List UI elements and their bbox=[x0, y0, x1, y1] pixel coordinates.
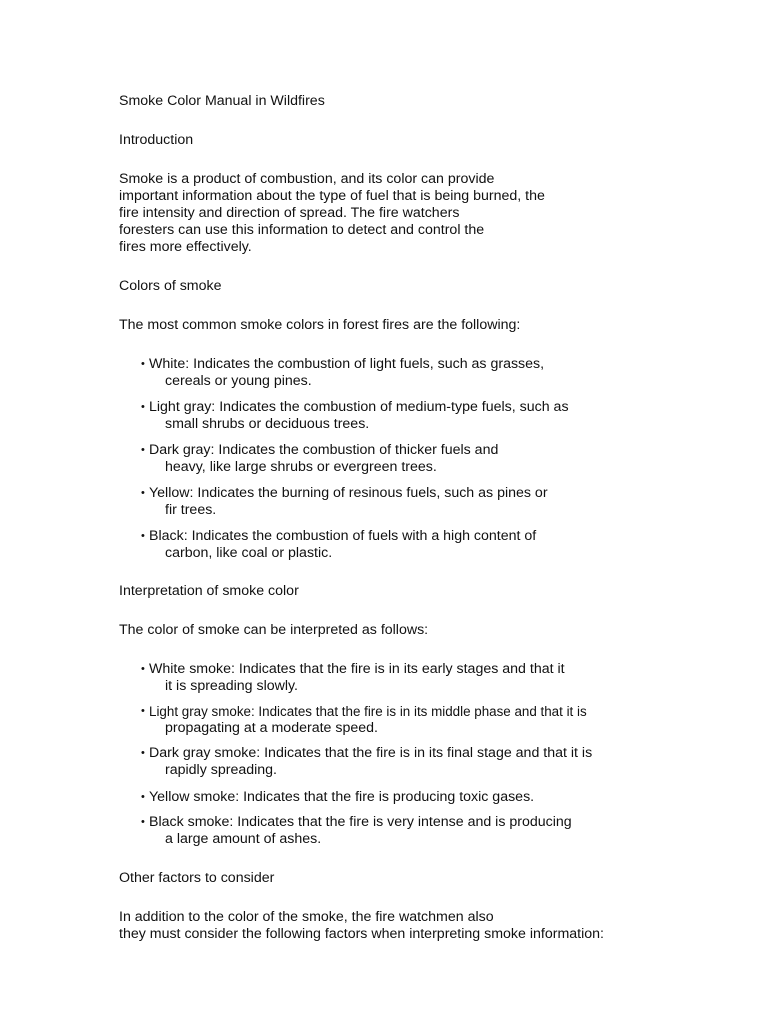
section-heading-introduction: Introduction bbox=[119, 132, 194, 148]
intro-paragraph bbox=[119, 171, 679, 256]
section-heading-colors: Colors of smoke bbox=[119, 278, 222, 294]
list-item-text: Black: Indicates the combustion of fuels with a high content of bbox=[149, 528, 537, 544]
list-item-text: Light gray smoke: Indicates that the fire is in its middle phase and that it is bbox=[149, 704, 587, 719]
list-item bbox=[119, 399, 679, 433]
bullet-icon: • bbox=[141, 530, 145, 542]
intro-line: fires more effectively. bbox=[119, 239, 252, 255]
list-item-text: fir trees. bbox=[165, 502, 217, 518]
list-item bbox=[119, 356, 679, 390]
spacer bbox=[119, 848, 679, 870]
other-paragraph bbox=[119, 909, 679, 943]
section-heading-interpretation: Interpretation of smoke color bbox=[119, 583, 299, 599]
bullet-icon: • bbox=[141, 444, 145, 456]
intro-line: important information about the type of fuel that is being burned, the bbox=[119, 188, 545, 204]
bullet-icon: • bbox=[141, 705, 145, 717]
intro-line: fire intensity and direction of spread. The fire watchers bbox=[119, 205, 460, 221]
list-item bbox=[119, 661, 679, 695]
intro-line: foresters can use this information to detect and control the bbox=[119, 222, 485, 238]
list-item-text: White: Indicates the combustion of light fuels, such as grasses, bbox=[149, 356, 545, 372]
list-item-text: propagating at a moderate speed. bbox=[165, 720, 378, 736]
list-item-text: carbon, like coal or plastic. bbox=[165, 545, 333, 561]
spacer bbox=[119, 334, 679, 356]
spacer bbox=[119, 256, 679, 278]
list-item-text: it is spreading slowly. bbox=[165, 678, 298, 694]
other-line: In addition to the color of the smoke, the fire watchmen also bbox=[119, 909, 494, 925]
section-heading-other-factors: Other factors to consider bbox=[119, 870, 275, 886]
list-item-text: heavy, like large shrubs or evergreen trees. bbox=[165, 459, 437, 475]
bullet-icon: • bbox=[141, 816, 145, 828]
spacer bbox=[119, 295, 679, 317]
bullet-icon: • bbox=[141, 401, 145, 413]
spacer bbox=[119, 110, 679, 132]
list-item-text: Yellow: Indicates the burning of resinous fuels, such as pines or bbox=[149, 485, 548, 501]
list-item-text: Dark gray: Indicates the combustion of thicker fuels and bbox=[149, 442, 499, 458]
spacer bbox=[119, 149, 679, 171]
list-item bbox=[119, 442, 679, 476]
bullet-icon: • bbox=[141, 663, 145, 675]
intro-line: Smoke is a product of combustion, and its color can provide bbox=[119, 171, 495, 187]
list-item bbox=[119, 789, 679, 806]
bullet-icon: • bbox=[141, 487, 145, 499]
interpretation-list bbox=[119, 661, 679, 848]
spacer bbox=[119, 639, 679, 661]
document-page bbox=[119, 93, 679, 943]
spacer bbox=[119, 887, 679, 909]
list-item-text: rapidly spreading. bbox=[165, 762, 277, 778]
list-item-text: Dark gray smoke: Indicates that the fire is in its final stage and that it is bbox=[149, 745, 593, 761]
list-item-text: small shrubs or deciduous trees. bbox=[165, 416, 370, 432]
list-item bbox=[119, 814, 679, 848]
list-item bbox=[119, 703, 679, 737]
list-item bbox=[119, 745, 679, 779]
list-item-text: Yellow smoke: Indicates that the fire is producing toxic gases. bbox=[149, 789, 535, 805]
bullet-icon: • bbox=[141, 747, 145, 759]
colors-intro: The most common smoke colors in forest fires are the following: bbox=[119, 317, 521, 333]
bullet-icon: • bbox=[141, 358, 145, 370]
list-item-text: a large amount of ashes. bbox=[165, 831, 322, 847]
bullet-icon: • bbox=[141, 791, 145, 803]
list-item-text: cereals or young pines. bbox=[165, 373, 312, 389]
list-item bbox=[119, 485, 679, 519]
list-item-text: Light gray: Indicates the combustion of medium-type fuels, such as bbox=[149, 399, 569, 415]
interp-intro: The color of smoke can be interpreted as follows: bbox=[119, 622, 429, 638]
list-item-text: Black smoke: Indicates that the fire is very intense and is producing bbox=[149, 814, 572, 830]
list-item-text: White smoke: Indicates that the fire is in its early stages and that it bbox=[149, 661, 565, 677]
list-item bbox=[119, 528, 679, 562]
document-title: Smoke Color Manual in Wildfires bbox=[119, 93, 325, 109]
spacer bbox=[119, 600, 679, 622]
other-line: they must consider the following factors when interpreting smoke information: bbox=[119, 926, 604, 942]
spacer bbox=[119, 562, 679, 583]
colors-list bbox=[119, 356, 679, 562]
